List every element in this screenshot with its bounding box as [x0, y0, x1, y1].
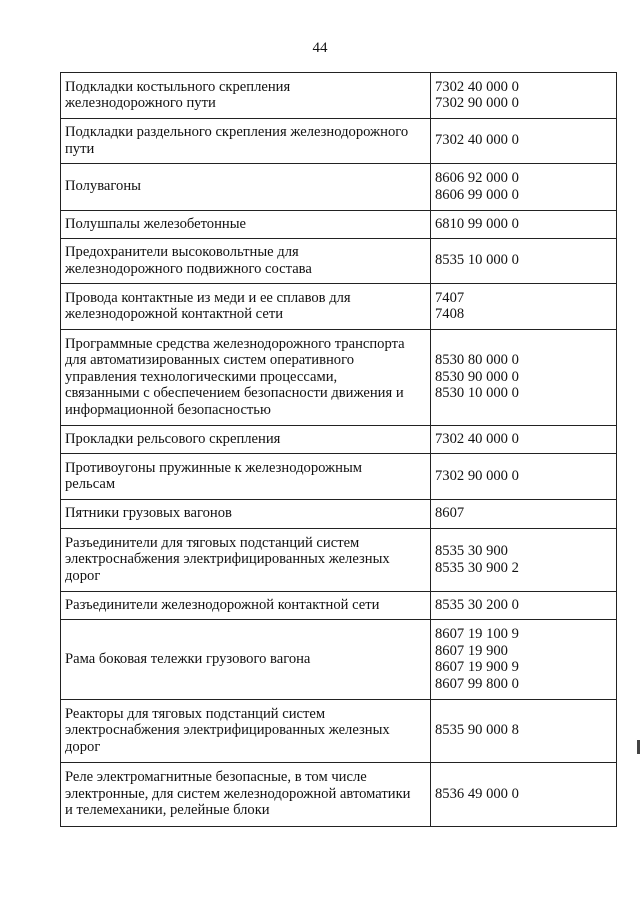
tn-ved-code: 6810 99 000 0 — [435, 215, 519, 232]
tn-ved-code-cell — [431, 500, 617, 529]
table-body — [61, 73, 617, 827]
tn-ved-code: 8535 30 900 — [435, 543, 508, 559]
tn-ved-code: 8535 30 200 0 — [435, 596, 519, 613]
table-row — [61, 763, 617, 827]
tn-ved-code: 8530 80 000 0 — [435, 352, 519, 369]
tn-ved-code-cell — [431, 763, 617, 827]
table-row — [61, 73, 617, 119]
product-name-cell — [61, 454, 431, 500]
table-row — [61, 164, 617, 211]
tn-ved-code: 8535 10 000 0 — [435, 252, 519, 269]
table-row — [61, 700, 617, 763]
table-row — [61, 529, 617, 592]
tn-ved-code-cell — [431, 211, 617, 239]
tn-ved-code-cell — [431, 529, 617, 592]
product-name-cell — [61, 426, 431, 454]
product-name-cell — [61, 239, 431, 284]
tn-ved-code-cell — [431, 330, 617, 426]
tn-ved-code: 7407 — [435, 289, 465, 306]
table-row — [61, 330, 617, 426]
tn-ved-code: 8607 19 900 9 — [435, 659, 519, 675]
table-row — [61, 620, 617, 700]
product-name-line: и телемеханики, релейные блоки — [65, 802, 270, 819]
product-name-line: Полушпалы железобетонные — [65, 215, 246, 232]
tn-ved-code: 8607 19 900 — [435, 642, 508, 659]
product-name-cell — [61, 500, 431, 529]
tn-ved-code-cell — [431, 239, 617, 284]
product-name-line: дорог — [65, 567, 101, 584]
tn-ved-code-cell — [431, 620, 617, 700]
tn-ved-code: 8536 49 000 0 — [435, 785, 519, 802]
tn-ved-code: 7302 90 000 0 — [435, 467, 519, 484]
product-name-line: Разъединители железнодорожной контактной сети — [65, 596, 380, 613]
tn-ved-code: 8535 30 900 2 — [435, 559, 519, 576]
tn-ved-code: 7302 40 000 0 — [435, 430, 519, 447]
tn-ved-code: 7302 90 000 0 — [435, 95, 519, 111]
product-name-line: Прокладки рельсового скрепления — [65, 430, 281, 447]
table-row — [61, 119, 617, 164]
product-name-cell — [61, 592, 431, 620]
table-row — [61, 500, 617, 529]
product-name-line: Предохранители высоковольтные для — [65, 244, 299, 260]
product-name-cell — [61, 330, 431, 426]
tn-ved-code: 8607 — [435, 505, 465, 522]
tn-ved-code: 7302 40 000 0 — [435, 78, 519, 95]
goods-codes-table — [60, 72, 617, 827]
table-row — [61, 454, 617, 500]
product-name-line: управления технологическими процессами, — [65, 368, 338, 385]
product-name-line: для автоматизированных систем оперативного — [65, 352, 355, 369]
page-number: 44 — [312, 40, 328, 56]
product-name-line: Пятники грузовых вагонов — [65, 505, 232, 522]
product-name-line: Подкладки раздельного скрепления железнодорожного — [65, 124, 409, 140]
product-name-line: Провода контактные из меди и ее сплавов для — [65, 289, 351, 306]
product-name-cell — [61, 211, 431, 239]
tn-ved-code-cell — [431, 119, 617, 164]
tn-ved-code-cell — [431, 426, 617, 454]
table-row — [61, 239, 617, 284]
product-name-cell — [61, 763, 431, 827]
product-name-cell — [61, 700, 431, 763]
tn-ved-code: 8606 92 000 0 — [435, 170, 519, 186]
product-name-line: Программные средства железнодорожного транспорта — [65, 335, 405, 352]
product-name-cell — [61, 284, 431, 330]
product-name-line: пути — [65, 140, 95, 157]
product-name-line: электронные, для систем железнодорожной автоматики — [65, 785, 411, 802]
product-name-line: связанными с обеспечением безопасности движения и — [65, 385, 404, 402]
product-name-line: Разъединители для тяговых подстанций систем — [65, 534, 360, 551]
product-name-line: дорог — [65, 738, 101, 755]
product-name-line: Полувагоны — [65, 178, 141, 195]
table-row — [61, 592, 617, 620]
tn-ved-code: 7302 40 000 0 — [435, 132, 519, 149]
table-row — [61, 284, 617, 330]
tn-ved-code: 7408 — [435, 306, 465, 322]
product-name-line: железнодорожного подвижного состава — [65, 260, 312, 277]
product-name-line: железнодорожного пути — [65, 95, 216, 111]
product-name-line: электроснабжения электрифицированных железных — [65, 722, 390, 739]
product-name-cell — [61, 164, 431, 211]
tn-ved-code-cell — [431, 284, 617, 330]
product-name-line: Реле электромагнитные безопасные, в том числе — [65, 769, 367, 786]
product-name-line: информационной безопасностью — [65, 401, 271, 418]
tn-ved-code: 8606 99 000 0 — [435, 186, 519, 203]
table-row — [61, 426, 617, 454]
product-name-cell — [61, 73, 431, 119]
product-name-line: Противоугоны пружинные к железнодорожным — [65, 459, 362, 476]
tn-ved-code-cell — [431, 164, 617, 211]
tn-ved-code-cell — [431, 592, 617, 620]
product-name-line: Подкладки костыльного скрепления — [65, 78, 291, 95]
tn-ved-code-cell — [431, 700, 617, 763]
product-name-line: Рама боковая тележки грузового вагона — [65, 650, 311, 667]
tn-ved-code: 8535 90 000 8 — [435, 722, 519, 739]
tn-ved-code: 8607 19 100 9 — [435, 626, 519, 642]
product-name-line: железнодорожной контактной сети — [65, 306, 284, 322]
product-name-cell — [61, 620, 431, 700]
tn-ved-code: 8530 10 000 0 — [435, 385, 519, 402]
product-name-cell — [61, 529, 431, 592]
tn-ved-code: 8607 99 800 0 — [435, 675, 519, 692]
tn-ved-code: 8530 90 000 0 — [435, 368, 519, 385]
tn-ved-code-cell — [431, 73, 617, 119]
product-name-cell — [61, 119, 431, 164]
product-name-line: рельсам — [65, 476, 116, 492]
tn-ved-code-cell — [431, 454, 617, 500]
table-row — [61, 211, 617, 239]
product-name-line: электроснабжения электрифицированных железных — [65, 551, 390, 568]
product-name-line: Реакторы для тяговых подстанций систем — [65, 705, 326, 722]
